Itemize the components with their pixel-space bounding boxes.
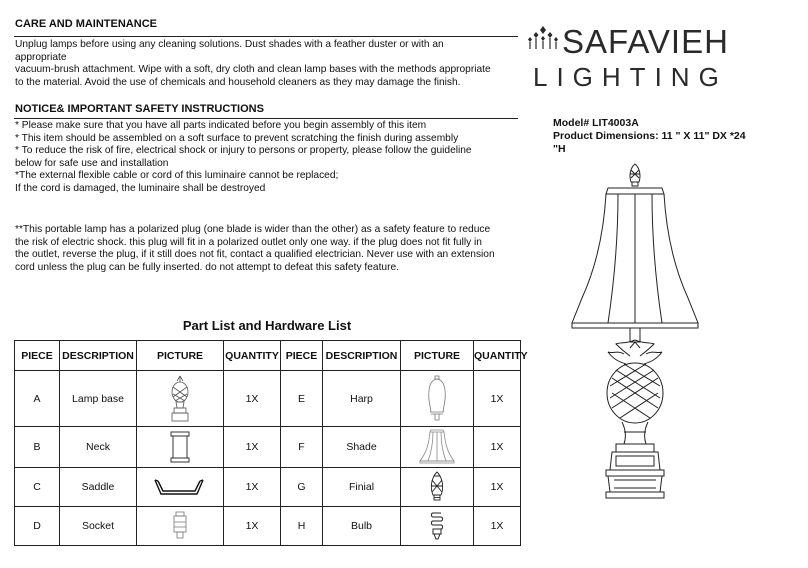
quantity-cell: 1X (474, 427, 521, 468)
shade-icon (417, 428, 457, 466)
logo-safavieh: SAFAVIEH (562, 23, 729, 60)
lamp-illustration-icon (560, 158, 710, 520)
piece-cell: C (15, 468, 60, 507)
finial-icon (426, 470, 448, 504)
table-row (15, 468, 521, 507)
care-title: CARE AND MAINTENANCE (15, 18, 157, 30)
plug-note-line: **This portable lamp has a polarized plug (one blade is wider than the other) as a safety feature to reduce (15, 224, 491, 235)
header-description: DESCRIPTION (60, 341, 137, 371)
table-row (15, 427, 521, 468)
quantity-cell: 1X (474, 371, 521, 427)
quantity-cell: 1X (224, 427, 281, 468)
parts-header-row (15, 341, 521, 371)
piece-cell: F (281, 427, 323, 468)
piece-cell: B (15, 427, 60, 468)
piece-cell: A (15, 371, 60, 427)
notice-text (15, 120, 472, 195)
picture-cell (401, 427, 474, 468)
description-cell: Finial (323, 468, 401, 507)
parts-table (14, 340, 528, 546)
description-cell: Saddle (60, 468, 137, 507)
product-info (553, 117, 746, 156)
piece-cell: G (281, 468, 323, 507)
description-cell: Neck (60, 427, 137, 468)
quantity-cell: 1X (474, 507, 521, 546)
header-piece: PIECE (281, 341, 323, 371)
picture-cell (401, 507, 474, 546)
notice-line: If the cord is damaged, the luminaire shall be destroyed (15, 182, 266, 194)
notice-line: below for safe use and installation (15, 157, 169, 169)
notice-line: * This item should be assembled on a soft surface to prevent scratching the finish during assembly (15, 132, 459, 144)
socket-icon (170, 510, 190, 542)
quantity-cell: 1X (224, 371, 281, 427)
quantity-cell: 1X (224, 507, 281, 546)
lamp-base-icon (168, 374, 192, 424)
picture-cell (137, 468, 224, 507)
header-picture: PICTURE (137, 341, 224, 371)
logo-lighting: LIGHTING (533, 62, 728, 92)
description-cell: Harp (323, 371, 401, 427)
header-piece: PIECE (15, 341, 60, 371)
model-number: Model# LIT4003A (553, 117, 639, 129)
picture-cell (137, 507, 224, 546)
plug-note (15, 224, 495, 274)
description-cell: Socket (60, 507, 137, 546)
saddle-icon (152, 472, 208, 502)
notice-line: * Please make sure that you have all parts indicated before you begin assembly of this item (15, 120, 427, 131)
plug-note-line: the risk of electric shock. this plug will fit in a polarized outlet only one way. if the plug does not fit fully in (15, 236, 482, 248)
picture-cell (137, 371, 224, 427)
neck-icon (168, 429, 192, 465)
care-line: Unplug lamps before using any cleaning solutions. Dust shades with a feather duster or with an (15, 39, 444, 50)
description-cell: Lamp base (60, 371, 137, 427)
header-quantity: QUANTITY (224, 341, 281, 371)
table-row (15, 507, 521, 546)
header-description: DESCRIPTION (323, 341, 401, 371)
notice-title: NOTICE& IMPORTANT SAFETY INSTRUCTIONS (15, 103, 264, 115)
notice-divider (14, 118, 518, 119)
logo-mark-icon (526, 24, 560, 50)
care-divider (14, 36, 518, 37)
description-cell: Bulb (323, 507, 401, 546)
notice-line: *The external flexible cable or cord of this luminaire cannot be replaced; (15, 170, 339, 181)
care-line: appropriate (15, 51, 67, 63)
header-picture: PICTURE (401, 341, 474, 371)
care-line: to the material. Avoid the use of chemicals and household cleaners as they may damage the finish. (15, 76, 461, 88)
table-row (15, 371, 521, 427)
picture-cell (401, 371, 474, 427)
bulb-icon (428, 510, 446, 542)
notice-line: * To reduce the risk of fire, electrical shock or injury to persons or property, please follow the guideline (15, 145, 472, 156)
picture-cell (401, 468, 474, 507)
parts-title: Part List and Hardware List (182, 318, 352, 333)
harp-icon (425, 374, 449, 424)
piece-cell: H (281, 507, 323, 546)
header-quantity: QUANTITY (474, 341, 521, 371)
product-dimensions-cont: "H (553, 143, 566, 155)
description-cell: Shade (323, 427, 401, 468)
piece-cell: D (15, 507, 60, 546)
quantity-cell: 1X (474, 468, 521, 507)
care-text (15, 39, 491, 89)
care-line: vacuum-brush attachment. Wipe with a soft, dry cloth and clean lamp bases with the methods appropriate (15, 64, 491, 75)
quantity-cell: 1X (224, 468, 281, 507)
plug-note-line: the outlet, reverse the plug, if it still does not fit, contact a qualified electrician. Never use with an extension (15, 249, 495, 260)
piece-cell: E (281, 371, 323, 427)
picture-cell (137, 427, 224, 468)
plug-note-line: cord unless the plug can be fully inserted. do not attempt to defeat this safety feature. (15, 261, 399, 273)
product-dimensions: Product Dimensions: 11 " X 11" DX *24 (553, 130, 746, 142)
